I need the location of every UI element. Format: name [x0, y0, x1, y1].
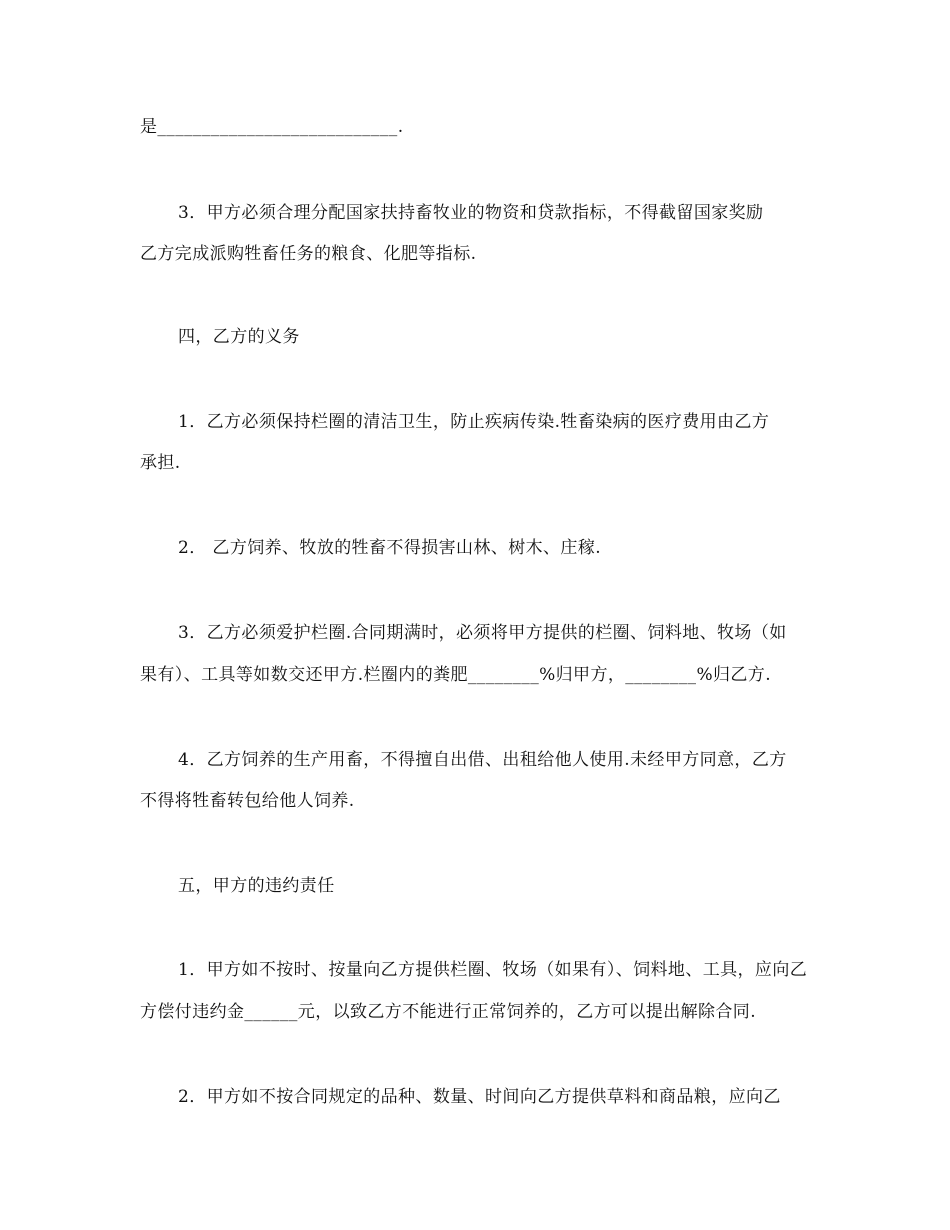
clause-3-line-1: 3．甲方必须合理分配国家扶持畜牧业的物资和贷款指标，不得截留国家奖励	[178, 203, 764, 223]
clause-3-line-2: 乙方完成派购牲畜任务的粮食、化肥等指标.	[140, 244, 477, 264]
clause-4-line-2: 不得将牲畜转包给他人饲养.	[140, 791, 355, 811]
clause-4-line-1: 4．乙方饲养的生产用畜，不得擅自出借、出租给他人使用.未经甲方同意，乙方	[178, 750, 787, 770]
clause-2-line-1: 2． 乙方饲养、牧放的牲畜不得损害山林、树木、庄稼.	[178, 538, 602, 558]
clause-5-1-line-2: 方偿付违约金______元，以致乙方不能进行正常饲养的，乙方可以提出解除合同.	[140, 1002, 757, 1022]
clause-5-1-line-1: 1．甲方如不按时、按量向乙方提供栏圈、牧场（如果有）、饲料地、工具，应向乙	[178, 960, 808, 980]
section-heading-five: 五，甲方的违约责任	[178, 876, 335, 896]
clause-1-line-1: 1．乙方必须保持栏圈的清洁卫生，防止疾病传染.牲畜染病的医疗费用由乙方	[178, 412, 770, 432]
text-line: 是___________________________.	[140, 117, 404, 137]
clause-3b-line-1: 3．乙方必须爱护栏圈.合同期满时，必须将甲方提供的栏圈、饲料地、牧场（如	[178, 623, 787, 643]
clause-5-2-line-1: 2．甲方如不按合同规定的品种、数量、时间向乙方提供草料和商品粮，应向乙	[178, 1087, 781, 1107]
clause-1-line-2: 承担.	[140, 453, 181, 473]
clause-3b-line-2: 果有）、工具等如数交还甲方.栏圈内的粪肥________%归甲方，________%归乙方.	[140, 665, 772, 685]
section-heading-four: 四，乙方的义务	[178, 327, 300, 347]
